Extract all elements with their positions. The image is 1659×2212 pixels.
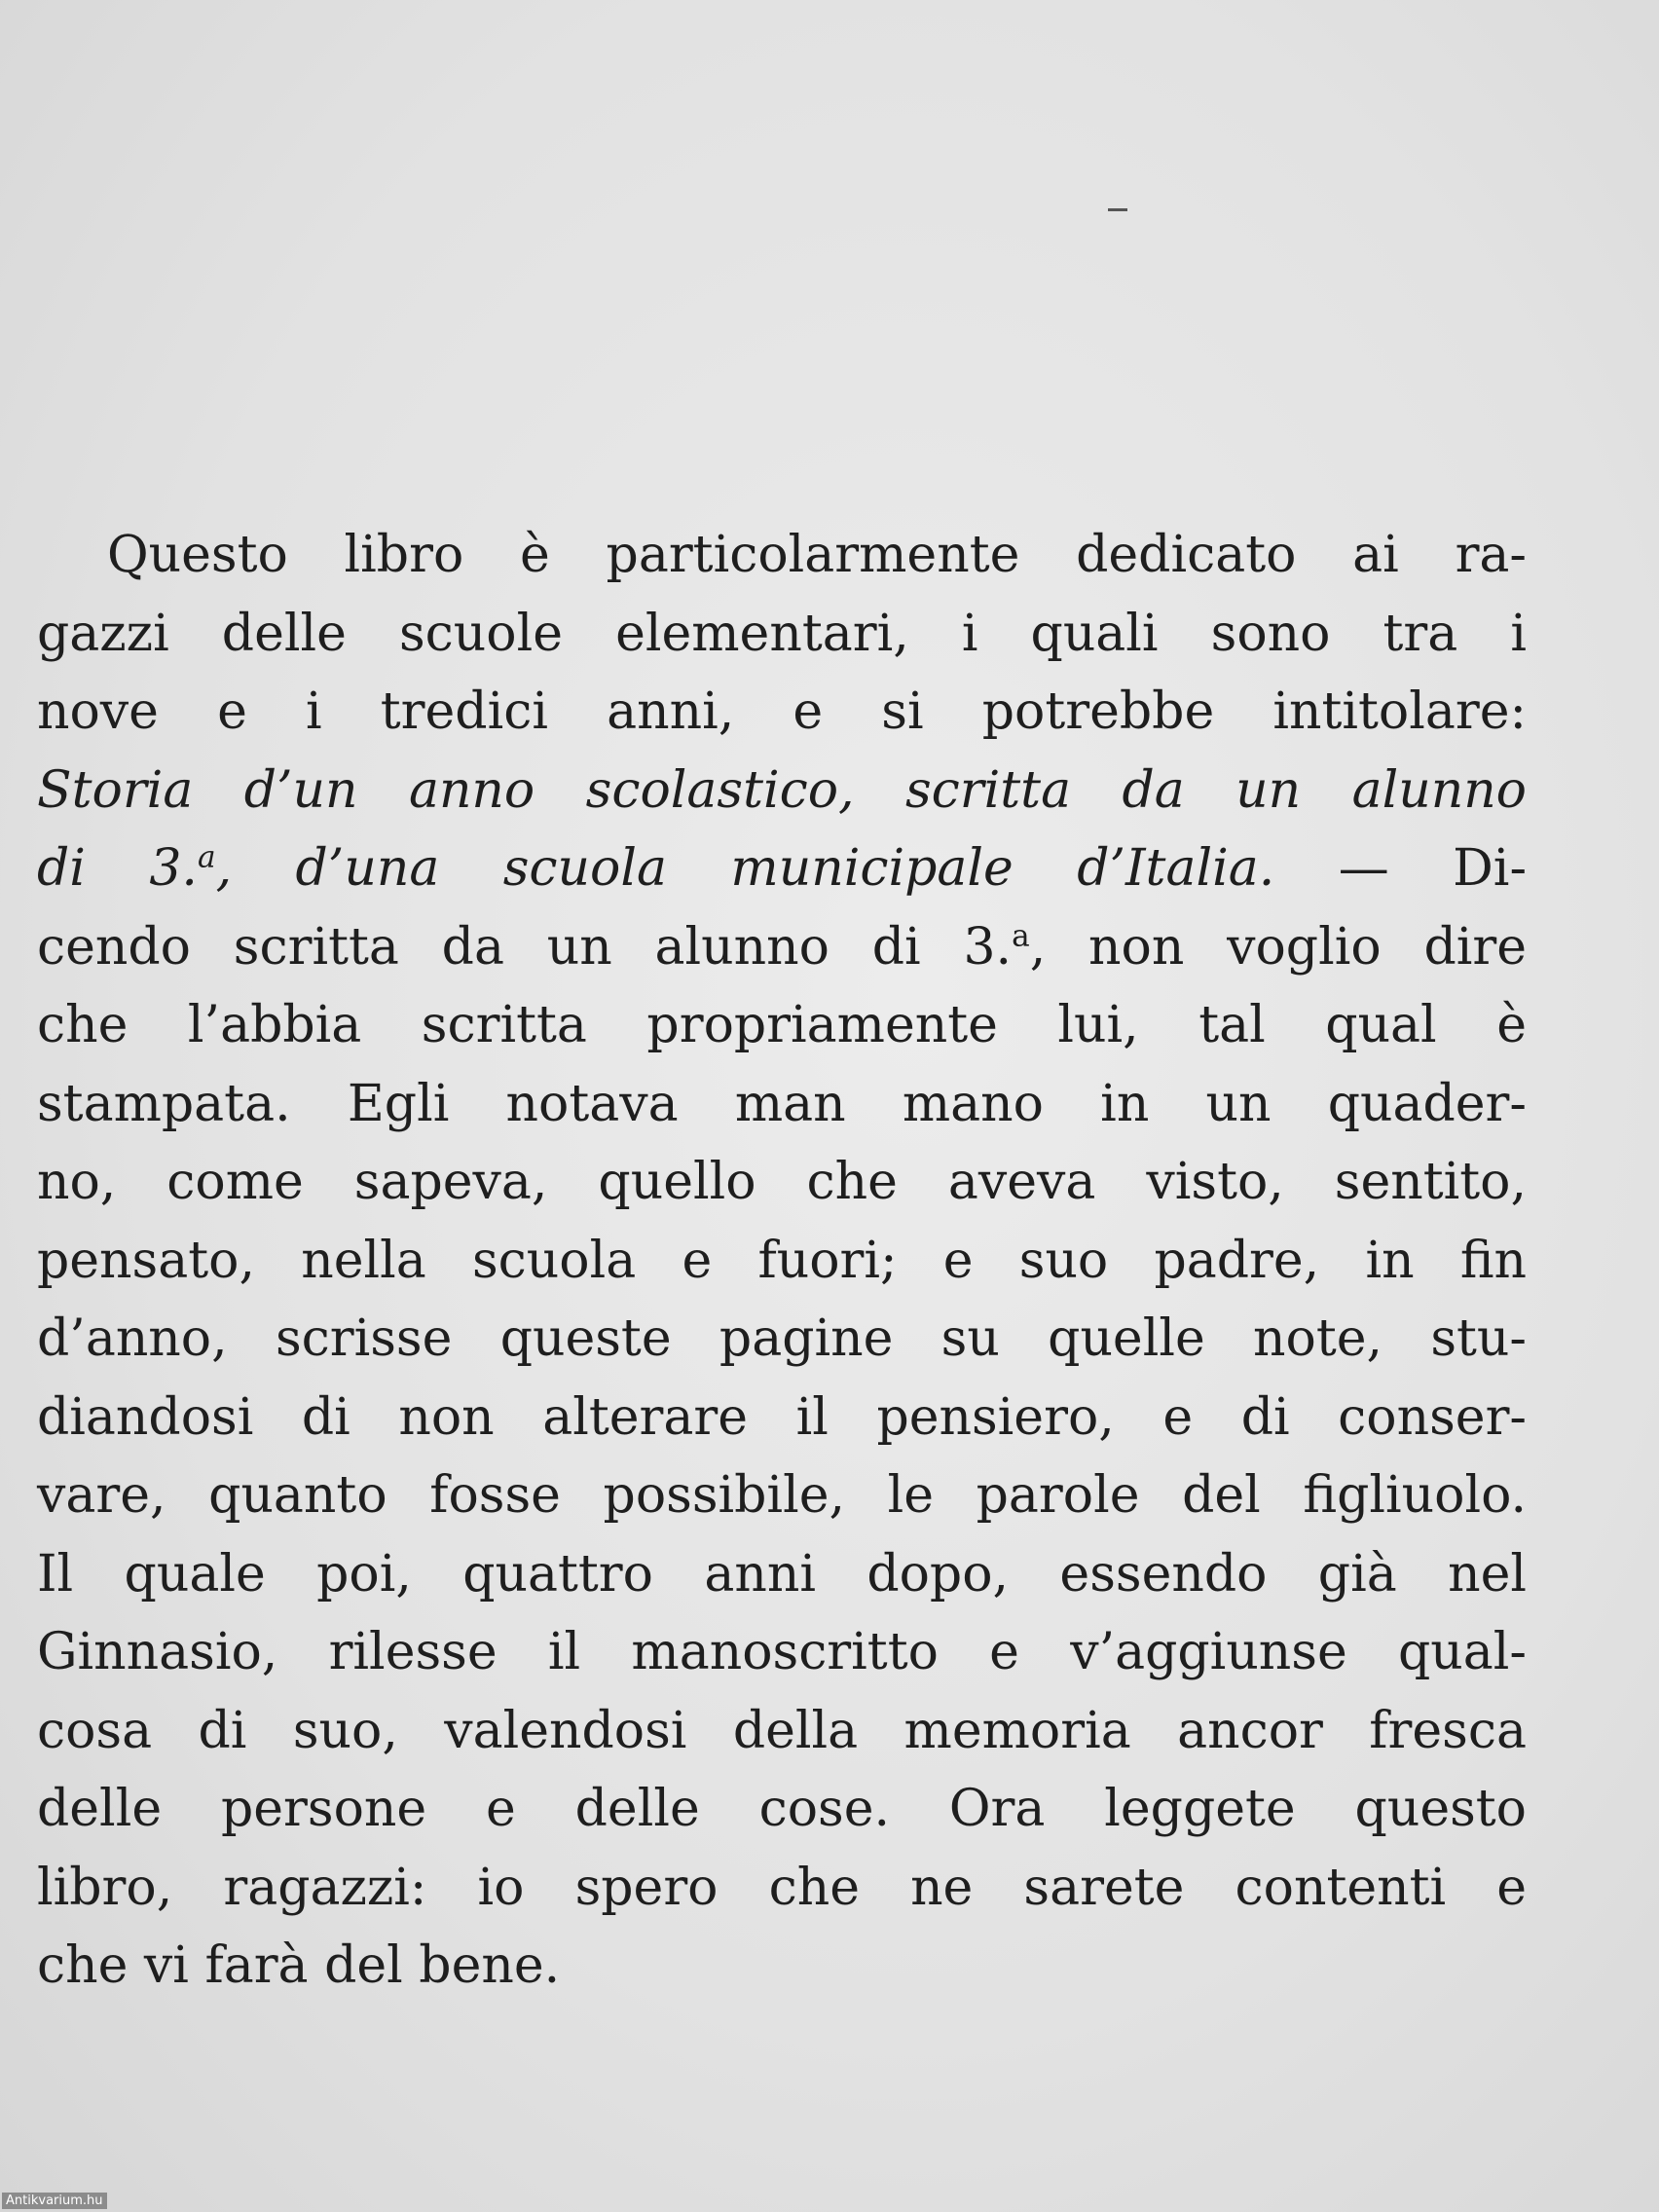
text-line [37,1379,1527,1457]
text-segment: Ginnasio, rilesse il manoscritto e v’aggiunse qual- [37,1623,1527,1681]
text-line [37,1927,1527,2006]
text-segment: gazzi delle scuole elementari, i quali sono tra i [37,604,1527,663]
text-segment: delle persone e delle cose. Ora leggete questo [37,1780,1527,1838]
text-segment: nove e i tredici anni, e si potrebbe intitolare: [37,682,1527,741]
text-line [37,986,1527,1065]
text-line [37,595,1527,674]
text-segment: diandosi di non alterare il pensiero, e di conser- [37,1387,1527,1447]
text-segment: Storia d’un anno scolastico, scritta da un alunno [37,760,1527,820]
text-line [37,830,1527,908]
text-line [37,1456,1527,1535]
text-segment: vare, quanto fosse possibile, le parole del figliuolo. [37,1466,1527,1525]
text-line [37,516,1527,595]
text-line [37,1065,1527,1144]
text-line [37,1143,1527,1222]
text-segment: — Di- [1274,839,1528,898]
text-segment: cendo scritta da un alunno di 3. [37,917,1013,977]
text-segment: d’anno, scrisse queste pagine su quelle note, stu- [37,1309,1527,1368]
text-segment: che l’abbia scritta propriamente lui, tal qual è [37,996,1527,1054]
preface-text [37,516,1527,2006]
page-mark-dash [1108,208,1127,211]
text-line [37,673,1527,752]
text-line [37,1849,1527,1928]
text-segment: di 3. [37,839,198,898]
text-line [37,1300,1527,1379]
text-segment: no, come sapeva, quello che aveva visto, sentito, [37,1153,1527,1211]
watermark: Antikvarium.hu [2,2193,107,2209]
text-segment: stampata. Egli notava man mano in un quader- [37,1074,1527,1133]
text-segment: libro, ragazzi: io spero che ne sarete contenti e [37,1858,1527,1917]
text-segment: Questo libro è particolarmente dedicato ai ra- [107,526,1527,584]
text-segment: , d’una scuola municipale d’Italia. [215,839,1275,898]
text-segment: Il quale poi, quattro anni dopo, essendo già nel [37,1544,1527,1604]
superscript: a [1012,918,1030,954]
text-line [37,752,1527,830]
text-line [37,1222,1527,1301]
text-segment: che vi farà del bene. [37,1936,561,1995]
text-segment: pensato, nella scuola e fuori; e suo padre, in fin [37,1231,1527,1290]
text-line [37,1613,1527,1692]
text-line [37,1770,1527,1849]
text-segment: , non voglio dire [1029,917,1527,977]
text-segment: cosa di suo, valendosi della memoria ancor fresca [37,1701,1527,1760]
text-line [37,908,1527,987]
text-line [37,1535,1527,1614]
text-line [37,1692,1527,1771]
superscript: a [197,839,216,875]
